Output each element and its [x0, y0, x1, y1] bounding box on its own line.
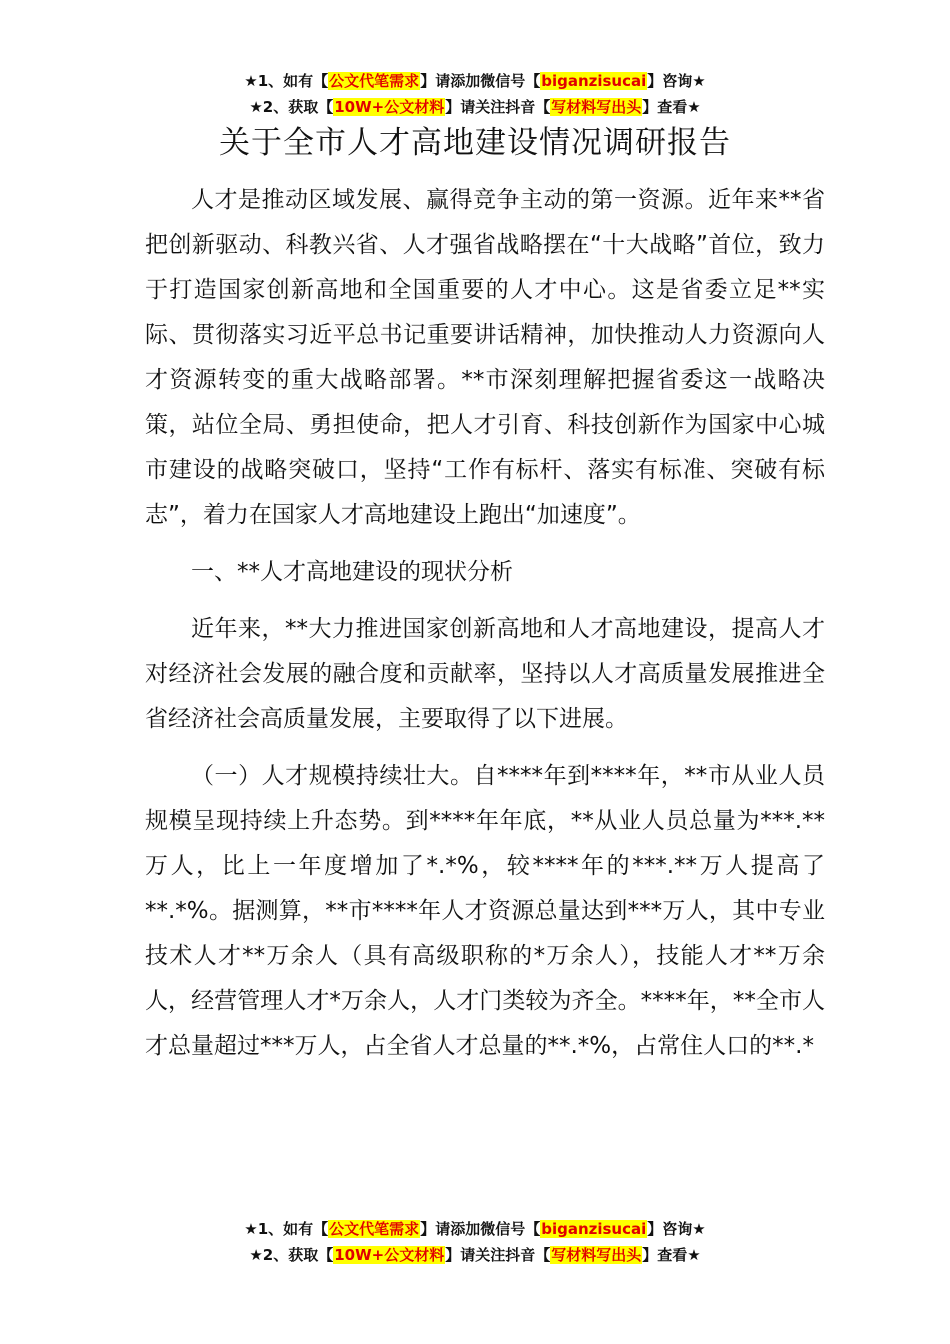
star-icon: ★: [249, 98, 263, 116]
section-heading: 一、**人才高地建设的现状分析: [191, 559, 513, 585]
highlight-materials: 10W+公文材料: [334, 1246, 445, 1264]
highlight-service: 公文代笔需求: [329, 1220, 420, 1238]
paragraph-progress: 近年来，**大力推进国家创新高地和人才高地建设，提高人才对经济社会发展的融合度和贡献率，坚持以人才高质量发展推进全省经济社会高质量发展，主要取得了以下进展。: [145, 616, 825, 732]
notice-text: 2、获取【: [262, 1246, 334, 1264]
notice-text: 】请关注抖音【: [445, 98, 551, 116]
notice-line-1: [0, 1216, 950, 1242]
star-icon: ★: [244, 1220, 258, 1238]
notice-text: 】请关注抖音【: [445, 1246, 551, 1264]
notice-text: 】咨询★: [647, 1220, 706, 1238]
notice-line-2: [0, 94, 950, 120]
document-body: [145, 178, 825, 1069]
header-notice: [0, 68, 950, 120]
notice-text: 】查看★: [642, 98, 701, 116]
notice-line-1: [0, 68, 950, 94]
document-title: 关于全市人才高地建设情况调研报告: [219, 125, 731, 161]
notice-text: 】请添加微信号【: [420, 72, 541, 90]
highlight-douyin: 写材料写出头: [551, 98, 642, 116]
highlight-service: 公文代笔需求: [329, 72, 420, 90]
notice-text: 】查看★: [642, 1246, 701, 1264]
highlight-wechat-id: biganzisucai: [541, 1220, 647, 1238]
notice-text: 1、如有【: [257, 1220, 329, 1238]
notice-text: 2、获取【: [262, 98, 334, 116]
paragraph-talent-scale: （一）人才规模持续壮大。自****年到****年，**市从业人员规模呈现持续上升态势。到****年年底，**从业人员总量为***.**万人，比上一年度增加了*.*%，较****年的***.**万人提高了**.*%。据测算，**市****年人才资源总量达到***万人，其中专业技术人才**万余人（具有高级职称的*万余人），技能人才**万余人，经营管理人才*万余人，人才门类较为齐全。****年，**全市人才总量超过***万人，占全省人才总量的**.*%，占常住人口的**.*: [145, 763, 825, 1059]
notice-text: 】请添加微信号【: [420, 1220, 541, 1238]
star-icon: ★: [244, 72, 258, 90]
highlight-wechat-id: biganzisucai: [541, 72, 647, 90]
highlight-douyin: 写材料写出头: [551, 1246, 642, 1264]
notice-line-2: [0, 1242, 950, 1268]
highlight-materials: 10W+公文材料: [334, 98, 445, 116]
notice-text: 】咨询★: [647, 72, 706, 90]
footer-notice: [0, 1216, 950, 1268]
star-icon: ★: [249, 1246, 263, 1264]
paragraph-intro: 人才是推动区域发展、赢得竞争主动的第一资源。近年来**省把创新驱动、科教兴省、人才强省战略摆在“十大战略”首位，致力于打造国家创新高地和全国重要的人才中心。这是省委立足**实际、贯彻落实习近平总书记重要讲话精神，加快推动人力资源向人才资源转变的重大战略部署。**市深刻理解把握省委这一战略决策，站位全局、勇担使命，把人才引育、科技创新作为国家中心城市建设的战略突破口，坚持“工作有标杆、落实有标准、突破有标志”，着力在国家人才高地建设上跑出“加速度”。: [145, 187, 825, 528]
notice-text: 1、如有【: [257, 72, 329, 90]
